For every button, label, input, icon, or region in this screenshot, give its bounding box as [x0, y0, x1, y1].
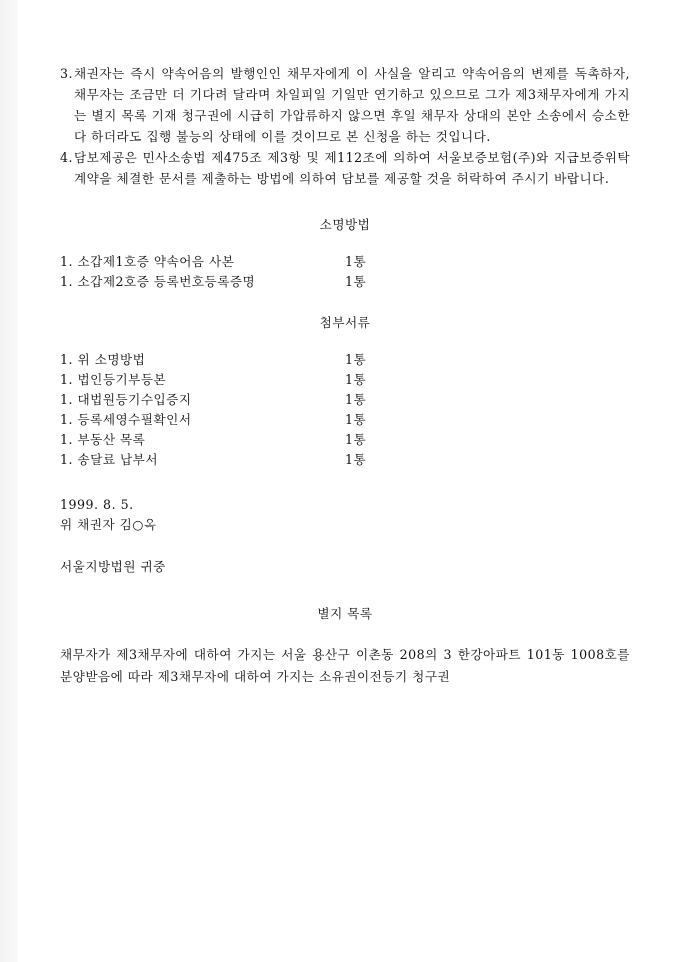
list-item-qty: 1통 [345, 392, 367, 407]
paragraph-number: 4. [60, 150, 74, 165]
evidence-heading: 소명방법 [319, 217, 371, 232]
evidence-list [60, 252, 630, 292]
list-item-qty: 1통 [345, 274, 367, 289]
paragraph-4 [60, 147, 630, 189]
list-item-qty: 1통 [345, 432, 367, 447]
paragraph-3 [60, 63, 630, 147]
list-item [60, 370, 630, 390]
list-item-qty: 1통 [345, 372, 367, 387]
attachments-list [60, 350, 630, 470]
list-item-qty: 1통 [345, 254, 367, 269]
list-item [60, 252, 630, 272]
list-item-qty: 1통 [345, 412, 367, 427]
list-item [60, 272, 630, 292]
page-shadow [0, 0, 18, 962]
court-addressee: 서울지방법원 귀중 [60, 559, 166, 574]
appendix-text: 채무자가 제3채무자에 대하여 가지는 서울 용산구 이촌동 208의 3 한강아파트 101동 1008호를 분양받음에 따라 제3채무자에 대하여 가지는 소유권이전등기 청구권 [60, 647, 630, 684]
list-item-qty: 1통 [345, 452, 367, 467]
list-item-label: 1. 위 소명방법 [60, 352, 146, 367]
appendix-heading: 별지 목록 [317, 606, 373, 621]
list-item-label: 1. 소갑제2호증 등록번호등록증명 [60, 274, 256, 289]
paragraph-text: 채권자는 즉시 약속어음의 발행인인 채무자에게 이 사실을 알리고 약속어음의 변제를 독촉하자, 채무자는 조금만 더 기다려 달라며 차일피일 기일만 연기하고 있으므로 그가 제3채무자에게 가지는 별지 목록 기재 청구권에 시급히 가압류하지 않으면 후일 채무자 상대의 본안 소송에서 승소한다 하더라도 집행 불능의 상태에 이를 것이므로 본 신청을 하는 것입니다. [74, 66, 630, 144]
list-item [60, 350, 630, 370]
list-item-label: 1. 송달료 납부서 [60, 452, 159, 467]
list-item [60, 450, 630, 470]
paragraph-number: 3. [60, 66, 74, 81]
list-item [60, 410, 630, 430]
signatory: 위 채권자 김○옥 [60, 517, 157, 532]
list-item [60, 430, 630, 450]
list-item-label: 1. 등록세영수필확인서 [60, 412, 192, 427]
paragraph-text: 담보제공은 민사소송법 제475조 제3항 및 제112조에 의하여 서울보증보험(주)와 지급보증위탁계약을 체결한 문서를 제출하는 방법에 의하여 담보를 제공할 것을 허락하여 주시기 바랍니다. [74, 150, 630, 186]
list-item-label: 1. 법인등기부등본 [60, 372, 167, 387]
list-item-label: 1. 소갑제1호증 약속어음 사본 [60, 254, 235, 269]
document-date: 1999. 8. 5. [60, 497, 134, 512]
list-item [60, 390, 630, 410]
document-body [60, 63, 630, 688]
list-item-label: 1. 대법원등기수입증지 [60, 392, 192, 407]
list-item-label: 1. 부동산 목록 [60, 432, 146, 447]
attachments-heading: 첨부서류 [319, 315, 371, 330]
list-item-qty: 1통 [345, 352, 367, 367]
